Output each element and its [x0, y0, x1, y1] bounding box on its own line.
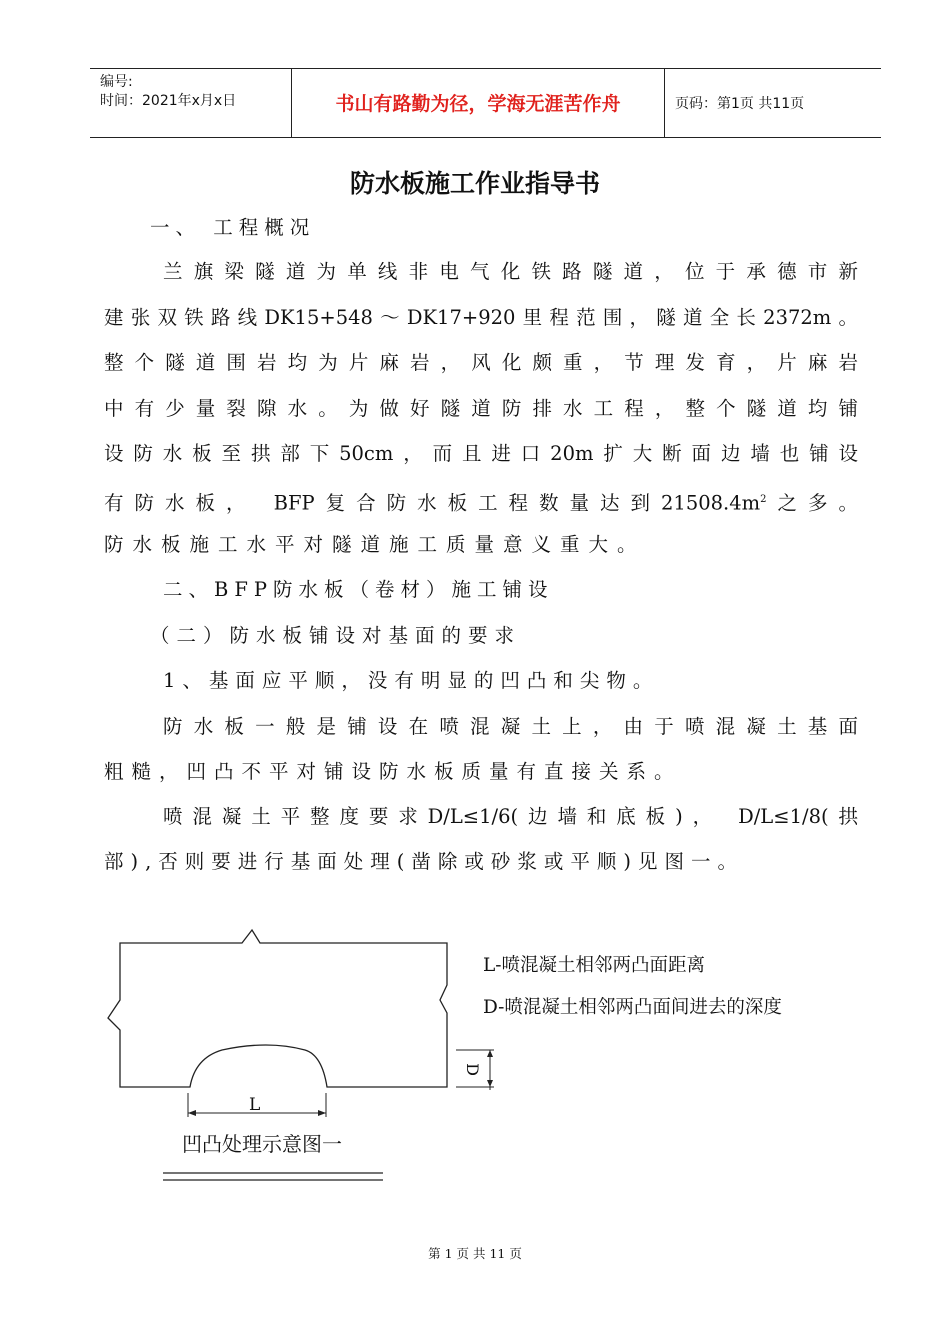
section-heading-overview: 一、 工程概况 [150, 216, 316, 239]
paragraph-line: 建张双铁路线DK15+548～DK17+920里程范围，隧道全长2372m。 [104, 306, 858, 329]
figure-caption: 凹凸处理示意图一 [182, 1132, 342, 1156]
paragraph-line: 粗糙，凹凸不平对铺设防水板质量有直接关系。 [104, 760, 682, 783]
superscript: 2 [760, 494, 767, 505]
paragraph-line: 防水板一般是铺设在喷混凝土上，由于喷混凝土基面 [163, 715, 858, 738]
page-info: 页码：第1页 共11页 [675, 96, 805, 112]
legend-l: L-喷混凝土相邻两凸面距离 [483, 955, 706, 976]
paragraph-line: 部),否则要进行基面处理(凿除或砂浆或平顺)见图一。 [104, 850, 745, 873]
paragraph-line-text: 有防水板， BFP复合防水板工程数量达到21508.4m [104, 491, 761, 515]
paragraph-line: 设防水板至拱部下50cm，而且进口20m扩大断面边墙也铺设 [104, 442, 858, 465]
subsection-heading: （二）防水板铺设对基面的要求 [150, 624, 522, 647]
document-title: 防水板施工作业指导书 [349, 169, 600, 198]
list-item: 1、基面应平顺，没有明显的凹凸和尖物。 [163, 669, 660, 692]
paragraph-line: 整个隧道围岩均为片麻岩，风化颇重，节理发育，片麻岩 [104, 351, 858, 374]
paragraph-line: 防水板施工水平对隧道施工质量意义重大。 [104, 533, 646, 556]
legend-d: D-喷混凝土相邻两凸面间进去的深度 [483, 997, 782, 1018]
paragraph-line-text: 之多。 [766, 491, 858, 515]
page-footer: 第 1 页 共 11 页 [428, 1246, 522, 1261]
paragraph-line: 中有少量裂隙水。为做好隧道防排水工程，整个隧道均铺 [104, 397, 858, 420]
number-label: 编号: [100, 74, 133, 90]
paragraph-line: 兰旗梁隧道为单线非电气化铁路隧道，位于承德市新 [163, 260, 858, 283]
section-heading-bfp: 二、BFP防水板（卷材）施工铺设 [163, 578, 554, 601]
paragraph-line: 喷混凝土平整度要求D/L≤1/6(边墙和底板)， D/L≤1/8(拱 [163, 805, 858, 828]
section-outline [108, 930, 447, 1087]
motto-text: 书山有路勤为径，学海无涯苦作舟 [335, 93, 621, 115]
label-d: D [462, 1063, 482, 1076]
time-label: 时间：2021年x月x日 [100, 93, 237, 109]
label-l: L [249, 1095, 261, 1115]
